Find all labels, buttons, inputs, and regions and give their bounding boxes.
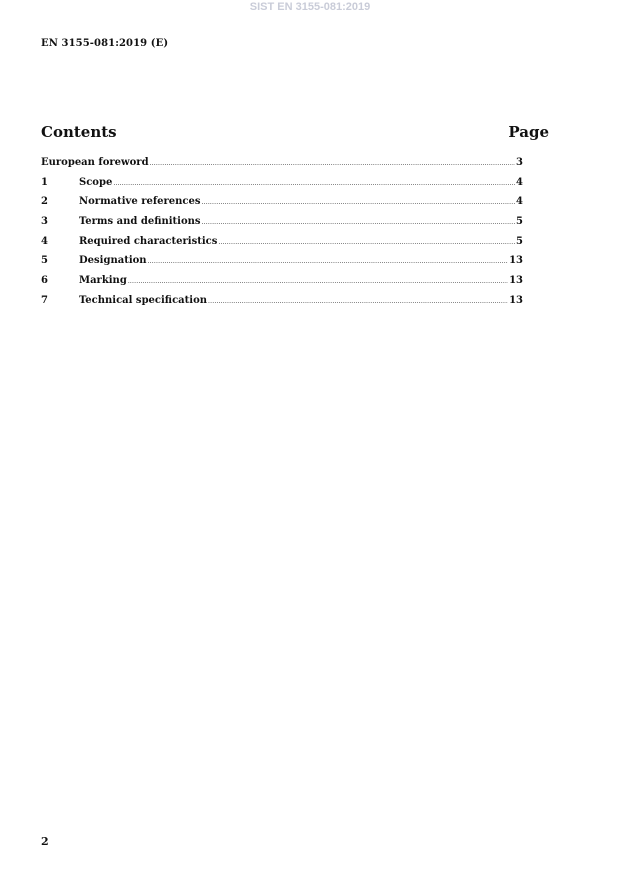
toc-entry-title: Marking: [79, 275, 127, 287]
toc-entry-number: 2: [41, 196, 48, 208]
toc-entry-marking[interactable]: [41, 275, 523, 295]
toc-entry-scope[interactable]: [41, 177, 523, 197]
toc-entry-number: 7: [41, 294, 48, 306]
toc-leader-dots: [128, 278, 508, 285]
watermark-text: SIST EN 3155-081:2019: [249, 1, 371, 13]
toc-entry-page: 3: [516, 157, 523, 168]
toc-entry-number: 1: [41, 176, 48, 188]
toc-leader-dots: [202, 219, 516, 226]
toc-entry-terms-and-definitions[interactable]: [41, 216, 523, 236]
toc-entry-designation[interactable]: [41, 255, 523, 275]
toc-entry-page: 5: [516, 216, 523, 228]
toc-entry-normative-references[interactable]: [41, 196, 523, 216]
toc-entry-european-foreword[interactable]: [41, 157, 523, 177]
page-number: 2: [41, 835, 49, 848]
toc-entry-title: Terms and definitions: [79, 216, 201, 228]
toc-entry-number: 6: [41, 275, 48, 287]
toc-entry-required-characteristics[interactable]: [41, 236, 523, 256]
toc-entry-title: Designation: [79, 255, 147, 267]
contents-heading: [41, 123, 549, 141]
toc-entry-number: 4: [41, 235, 48, 247]
toc-leader-dots: [202, 199, 516, 206]
toc-entry-page: 5: [516, 235, 523, 247]
toc-entry-page: 4: [516, 196, 523, 208]
toc-leader-dots: [113, 180, 515, 187]
toc-entry-title: Normative references: [79, 196, 201, 208]
toc-entry-title: European foreword: [41, 157, 149, 168]
toc-entry-page: 4: [516, 176, 523, 188]
toc-entry-page: 13: [509, 294, 523, 306]
page-column-label: Page: [508, 123, 549, 141]
toc-entry-page: 13: [509, 275, 523, 287]
toc-entry-number: 3: [41, 216, 48, 228]
table-of-contents: [41, 157, 523, 315]
toc-entry-title: Technical specification: [79, 294, 208, 306]
toc-leader-dots: [150, 160, 515, 167]
toc-entry-page: 13: [509, 255, 523, 267]
document-identifier: EN 3155-081:2019 (E): [41, 38, 169, 49]
contents-title: Contents: [41, 123, 117, 141]
toc-entry-technical-specification[interactable]: [41, 295, 523, 315]
toc-leader-dots: [148, 258, 509, 265]
toc-entry-number: 5: [41, 255, 48, 267]
toc-entry-title: Required characteristics: [79, 235, 218, 247]
toc-leader-dots: [208, 298, 508, 305]
toc-leader-dots: [218, 239, 515, 246]
toc-entry-title: Scope: [79, 176, 113, 188]
